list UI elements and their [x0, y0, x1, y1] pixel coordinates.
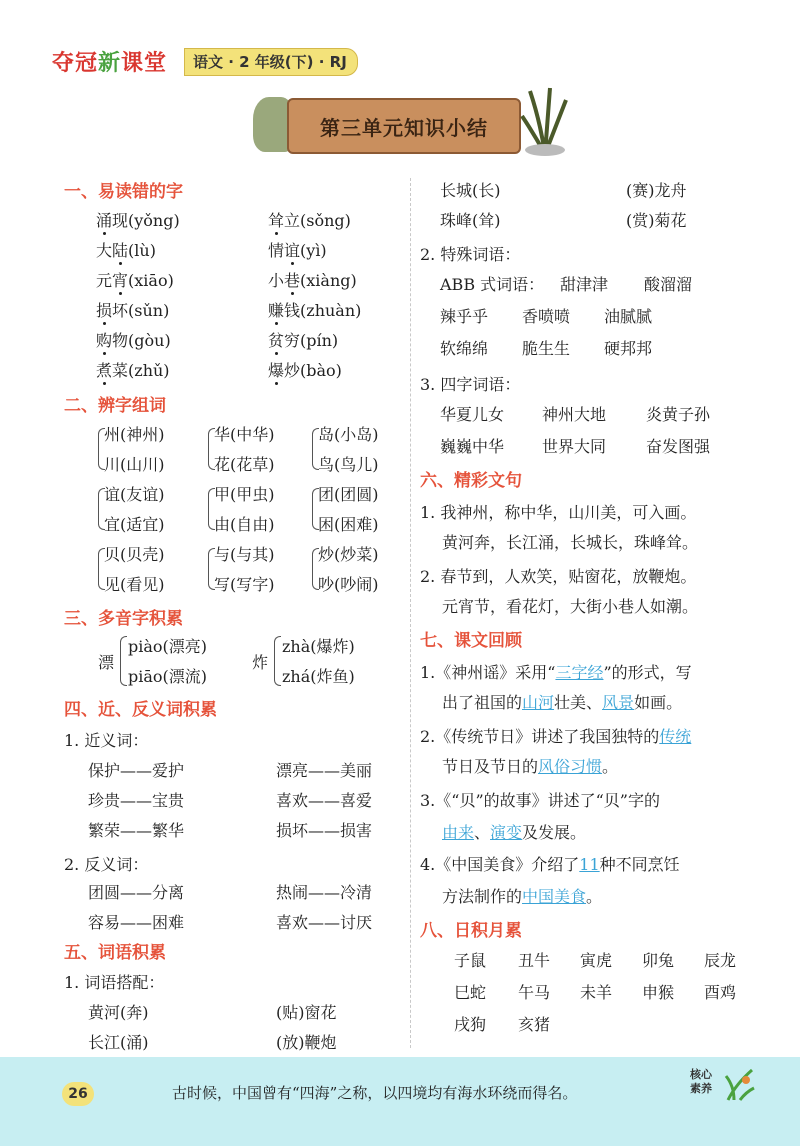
- four-char-label: 3. 四字词语：: [420, 375, 521, 394]
- char-word: 华(中华): [214, 425, 275, 444]
- four-char-word: 巍巍中华: [440, 437, 505, 456]
- word-pair: (贴)窗花: [276, 1003, 337, 1022]
- word-pair: 珍贵——宝贵: [88, 791, 185, 810]
- four-char-word: 奋发图强: [646, 437, 711, 456]
- abb-word: 脆生生: [522, 339, 571, 358]
- word-pair: 热闹——冷清: [276, 883, 373, 902]
- four-char-word: 世界大同: [542, 437, 607, 456]
- word-pair: 损坏——损害: [276, 821, 373, 840]
- review-line: 方法制作的中国美食。: [442, 887, 603, 906]
- word-pair: 容易——困难: [88, 913, 185, 932]
- char-word: 写(写字): [214, 575, 275, 594]
- char-word: 炒(炒菜): [318, 545, 379, 564]
- page-title: 第三单元知识小结: [287, 98, 521, 154]
- sentence: 黄河奔，长江涌，长城长，珠峰耸。: [442, 533, 699, 552]
- zodiac-item: 申猴: [642, 983, 675, 1002]
- word-pair: 喜欢——喜爱: [276, 791, 373, 810]
- abb-word: 辣乎乎: [440, 307, 489, 326]
- column-divider: [410, 178, 411, 1048]
- review-line: 4.《中国美食》介绍了11种不同烹饪: [420, 855, 680, 874]
- zodiac-item: 酉鸡: [704, 983, 737, 1002]
- special-words-label: 2. 特殊词语：: [420, 245, 521, 264]
- sentence: 元宵节，看花灯，大街小巷人如潮。: [442, 597, 699, 616]
- section-1-heading: 一、易读错的字: [64, 182, 183, 202]
- section-6-heading: 六、精彩文句: [420, 471, 522, 491]
- abb-word: 甜津津: [560, 275, 609, 294]
- sentence: 2. 春节到，人欢笑，贴窗花，放鞭炮。: [420, 567, 697, 586]
- char-word: 见(看见): [104, 575, 165, 594]
- review-line: 3.《“贝”的故事》讲述了“贝”字的: [420, 791, 660, 810]
- section-3-heading: 三、多音字积累: [64, 609, 183, 629]
- section-4-heading: 四、近、反义词积累: [64, 700, 217, 720]
- char-word: 甲(甲虫): [214, 485, 275, 504]
- char-word: 谊(友谊): [104, 485, 165, 504]
- review-line: 2.《传统节日》讲述了我国独特的传统: [420, 727, 692, 746]
- word-pair: 保护——爱护: [88, 761, 185, 780]
- misread-item: 元宵(xiāo): [96, 271, 174, 290]
- abb-word: 香喷喷: [522, 307, 571, 326]
- zodiac-item: 未羊: [580, 983, 613, 1002]
- char-word: 鸟(鸟儿): [318, 455, 379, 474]
- word-pair: 长江(涌): [88, 1033, 149, 1052]
- word-pair: 喜欢——讨厌: [276, 913, 373, 932]
- zodiac-item: 子鼠: [454, 951, 487, 970]
- misread-item: 小巷(xiàng): [268, 271, 357, 290]
- review-line: 出了祖国的山河壮美、风景如画。: [442, 693, 683, 712]
- word-pair: 长城(长): [440, 181, 501, 200]
- misread-item: 情谊(yì): [268, 241, 327, 260]
- word-pair: 繁荣——繁华: [88, 821, 185, 840]
- misread-item: 大陆(lù): [96, 241, 156, 260]
- footer-note: 古时候，中国曾有“四海”之称，以四境均有海水环绕而得名。: [172, 1084, 578, 1102]
- word-pair: (赏)菊花: [626, 211, 687, 230]
- review-line: 由来、演变及发展。: [442, 823, 587, 842]
- section-7-heading: 七、课文回顾: [420, 631, 522, 651]
- word-pair: 黄河(奔): [88, 1003, 149, 1022]
- char-word: 宜(适宜): [104, 515, 165, 534]
- polyphone-char: 漂: [98, 653, 115, 672]
- polyphone-reading: piāo(漂流): [128, 667, 208, 686]
- four-char-word: 炎黄子孙: [646, 405, 711, 424]
- zodiac-item: 卯兔: [642, 951, 675, 970]
- zodiac-item: 寅虎: [580, 951, 613, 970]
- misread-item: 损坏(sǔn): [96, 301, 170, 320]
- zodiac-item: 辰龙: [704, 951, 737, 970]
- four-char-word: 神州大地: [542, 405, 607, 424]
- four-char-word: 华夏儿女: [440, 405, 505, 424]
- char-word: 困(困难): [318, 515, 379, 534]
- sentence: 1. 我神州，称中华，山川美，可入画。: [420, 503, 697, 522]
- word-pair: 团圆——分离: [88, 883, 185, 902]
- synonym-label: 1. 近义词：: [64, 731, 149, 750]
- polyphone-reading: piào(漂亮): [128, 637, 208, 656]
- word-pair: (放)鞭炮: [276, 1033, 337, 1052]
- pairing-label: 1. 词语搭配：: [64, 973, 165, 992]
- char-word: 贝(贝壳): [104, 545, 165, 564]
- misread-item: 煮菜(zhǔ): [96, 361, 170, 380]
- polyphone-reading: zhá(炸鱼): [282, 667, 355, 686]
- abb-label: ABB 式词语：: [440, 275, 545, 294]
- antonym-label: 2. 反义词：: [64, 855, 149, 874]
- abb-word: 酸溜溜: [644, 275, 693, 294]
- core-badge: 核心 素养: [690, 1068, 712, 1095]
- polyphone-reading: zhà(爆炸): [282, 637, 355, 656]
- zodiac-item: 亥猪: [518, 1015, 551, 1034]
- section-8-heading: 八、日积月累: [420, 921, 522, 941]
- zodiac-item: 巳蛇: [454, 983, 487, 1002]
- misread-item: 爆炒(bào): [268, 361, 342, 380]
- misread-item: 涌现(yǒng): [96, 211, 180, 230]
- zodiac-item: 戌狗: [454, 1015, 487, 1034]
- abb-word: 油腻腻: [604, 307, 653, 326]
- plant-icon: [722, 1066, 756, 1102]
- char-word: 由(自由): [214, 515, 275, 534]
- zodiac-item: 午马: [518, 983, 551, 1002]
- polyphone-char: 炸: [252, 653, 269, 672]
- review-line: 1.《神州谣》采用“三字经”的形式，写: [420, 663, 692, 682]
- section-2-heading: 二、辨字组词: [64, 396, 166, 416]
- grass-decoration: [520, 86, 570, 156]
- review-line: 节日及节日的风俗习惯。: [442, 757, 619, 776]
- word-pair: (赛)龙舟: [626, 181, 687, 200]
- page-number: 26: [62, 1082, 94, 1106]
- char-word: 团(团圆): [318, 485, 379, 504]
- misread-item: 贫穷(pín): [268, 331, 339, 350]
- zodiac-item: 丑牛: [518, 951, 551, 970]
- subject-tag: 语文 · 2 年级(下) · RJ: [184, 48, 358, 76]
- char-word: 岛(小岛): [318, 425, 379, 444]
- section-5-heading: 五、词语积累: [64, 943, 166, 963]
- char-word: 与(与其): [214, 545, 275, 564]
- misread-item: 耸立(sǒng): [268, 211, 351, 230]
- char-word: 州(神州): [104, 425, 165, 444]
- char-word: 川(山川): [104, 455, 165, 474]
- char-word: 吵(吵闹): [318, 575, 379, 594]
- abb-word: 硬邦邦: [604, 339, 653, 358]
- misread-item: 购物(gòu): [96, 331, 171, 350]
- word-pair: 漂亮——美丽: [276, 761, 373, 780]
- abb-word: 软绵绵: [440, 339, 489, 358]
- brand-logo: 夺冠新课堂: [52, 51, 168, 76]
- misread-item: 赚钱(zhuàn): [268, 301, 362, 320]
- char-word: 花(花草): [214, 455, 275, 474]
- word-pair: 珠峰(耸): [440, 211, 501, 230]
